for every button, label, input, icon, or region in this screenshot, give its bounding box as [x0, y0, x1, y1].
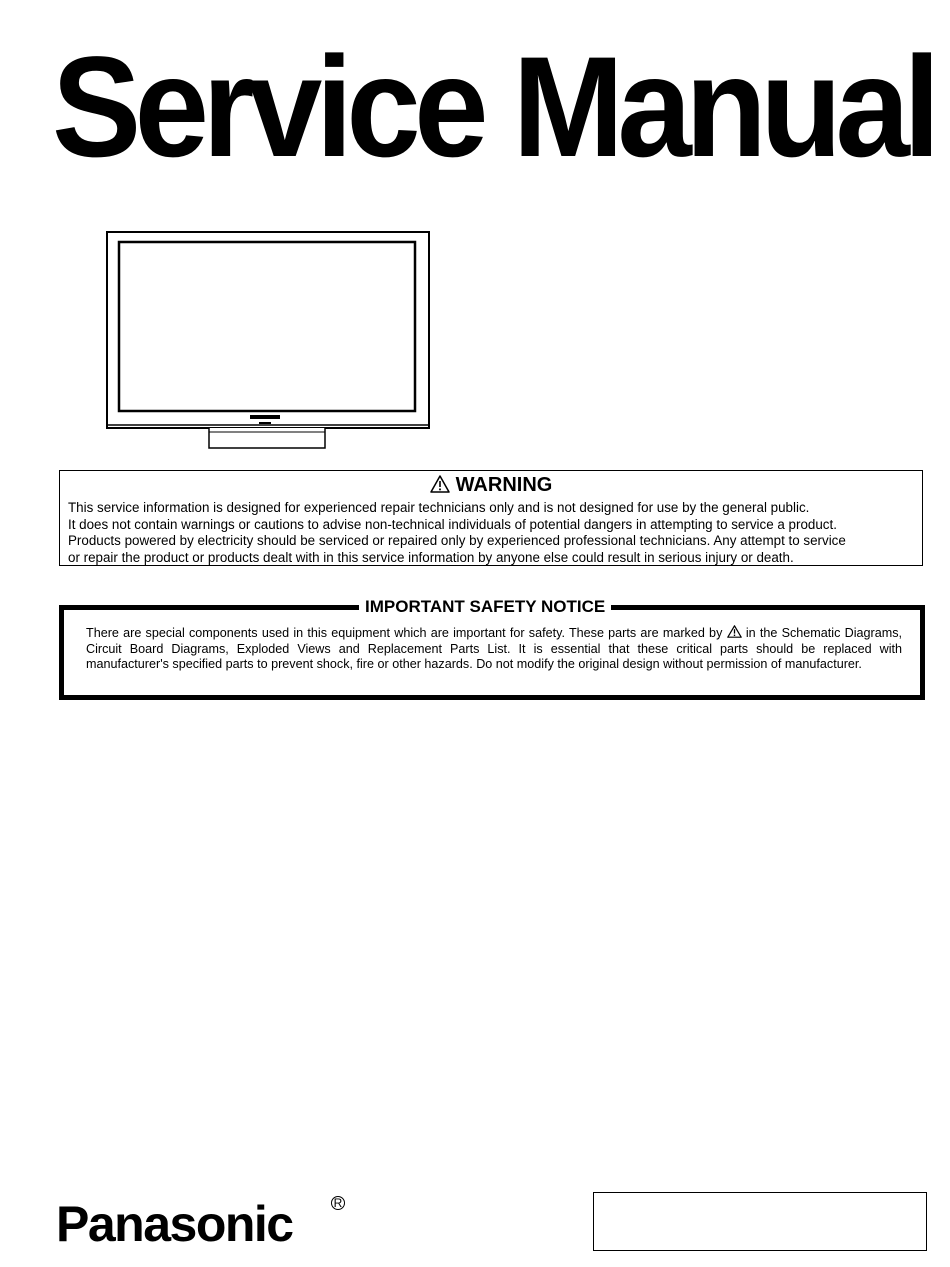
warning-triangle-icon — [727, 625, 742, 638]
panasonic-logo: Panasonic — [56, 1196, 293, 1252]
safety-text-part: There are special components used in this equipment which are important for safety. These parts are marked by — [86, 626, 727, 640]
tv-indicator — [259, 422, 271, 424]
warning-line: Products powered by electricity should be serviced or repaired only by experienced professional technicians. Any attempt to service — [68, 533, 846, 548]
warning-line: or repair the product or products dealt with in this service information by anyone else could result in serious injury or death. — [68, 549, 794, 565]
model-number-box — [593, 1192, 927, 1251]
safety-notice-heading: IMPORTANT SAFETY NOTICE — [359, 596, 611, 618]
warning-triangle-icon — [430, 475, 450, 493]
tv-screen — [119, 242, 415, 411]
tv-logo-plate — [250, 415, 280, 419]
warning-heading-text: WARNING — [455, 474, 553, 496]
warning-line: This service information is designed for experienced repair technicians only and is not designed for use by the general public. — [68, 500, 810, 515]
warning-text — [68, 500, 846, 566]
safety-notice-box — [59, 597, 925, 700]
tv-illustration — [105, 229, 431, 451]
warning-box — [59, 470, 923, 566]
warning-line: It does not contain warnings or cautions to advise non-technical individuals of potential dangers in attempting to service a product. — [68, 516, 837, 532]
registered-mark: R — [331, 1196, 345, 1210]
safety-notice-text — [86, 625, 902, 673]
page-title: Service Manual — [52, 28, 934, 187]
safety-text-part: in the Schematic Diagrams, Circuit Board Diagrams, Exploded Views and Replacement Parts List. It is essential that these critical parts should be replaced with manufacturer's specified parts to prevent shock, fire or other hazards. Do not modify the original design without permission of manufacturer. — [86, 626, 903, 671]
warning-heading — [60, 473, 922, 497]
tv-stand — [209, 428, 325, 448]
